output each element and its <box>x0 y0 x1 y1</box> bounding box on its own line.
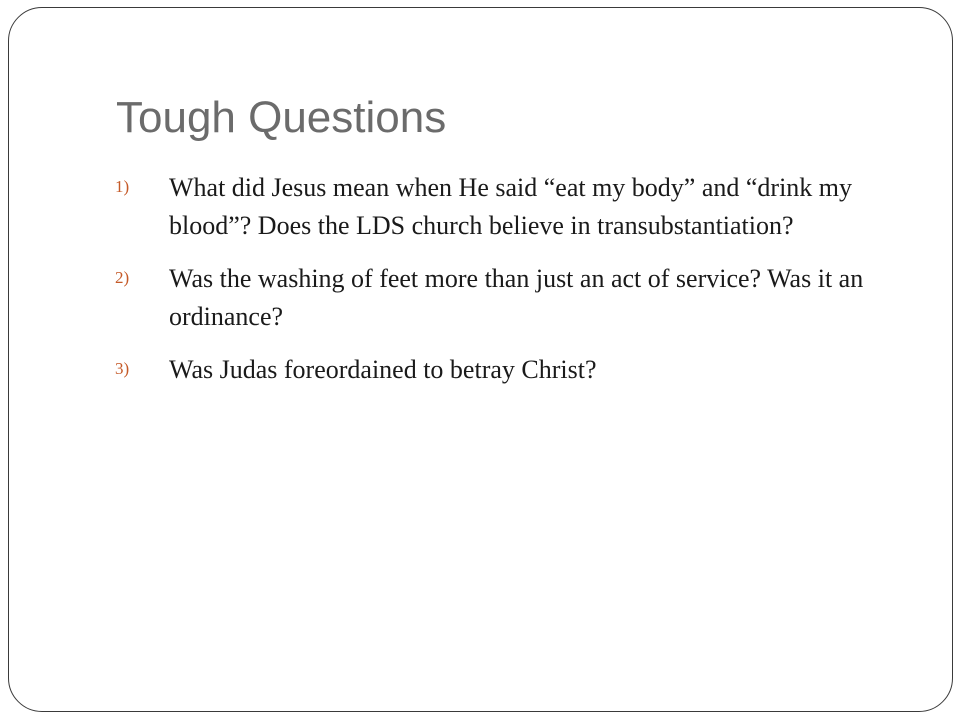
question-list <box>115 168 875 403</box>
slide-title: Tough Questions <box>116 93 447 142</box>
list-item <box>115 350 875 389</box>
list-item-number: 3) <box>115 359 130 378</box>
list-item-number: 2) <box>115 268 130 287</box>
list-item-text: Was the washing of feet more than just an act of service? Was it an ordinance? <box>169 264 864 331</box>
list-item <box>115 259 875 336</box>
list-item <box>115 168 875 245</box>
list-item-text: Was Judas foreordained to betray Christ? <box>169 355 597 384</box>
list-item-text: What did Jesus mean when He said “eat my body” and “drink my blood”? Does the LDS church believe in transubstantiation? <box>169 173 853 240</box>
slide-frame <box>8 7 953 712</box>
list-item-number: 1) <box>115 177 130 196</box>
